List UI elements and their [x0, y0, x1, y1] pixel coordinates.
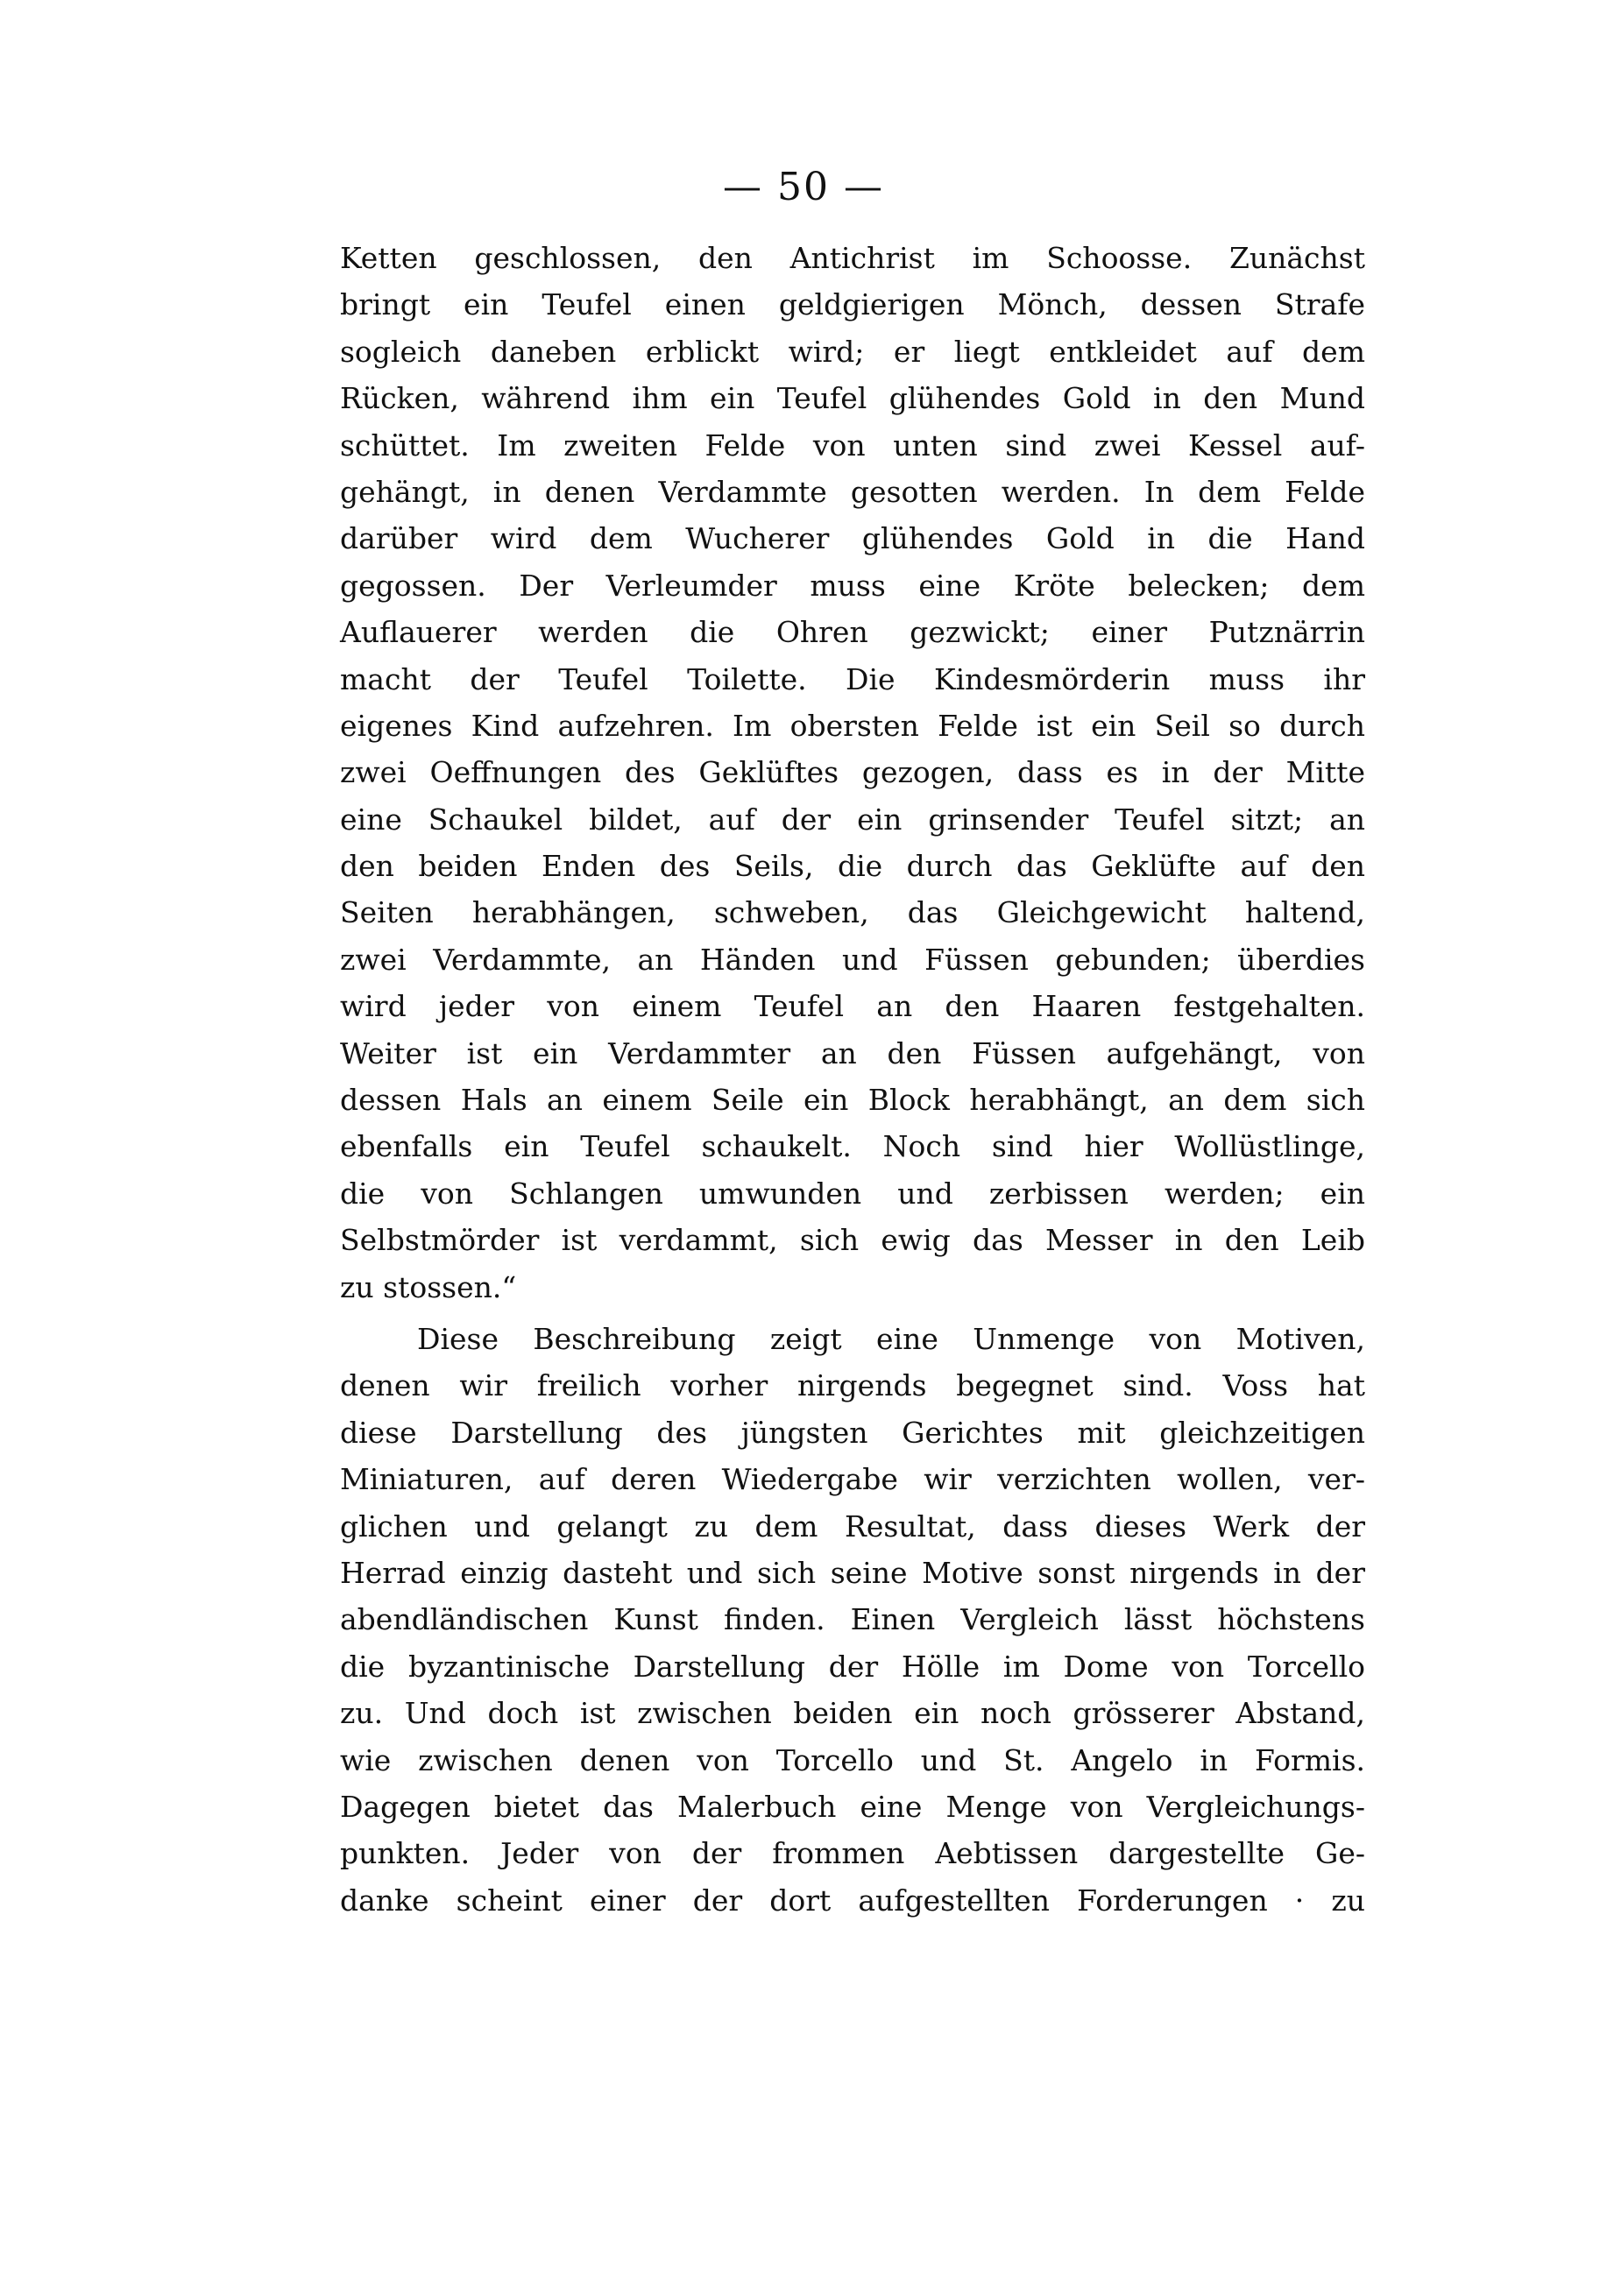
text-line: die byzantinische Darstellung der Hölle im Dome von Torcello: [340, 1649, 1365, 1684]
paragraph-1: [340, 235, 1365, 1310]
text-line: zu. Und doch ist zwischen beiden ein noch grösserer Abstand,: [340, 1696, 1365, 1731]
text-line: zwei Oeffnungen des Geklüftes gezogen, dass es in der Mitte: [340, 755, 1365, 790]
text-line: zu stossen.“: [340, 1269, 517, 1304]
text-line: darüber wird dem Wucherer glühendes Gold in die Hand: [340, 521, 1365, 556]
text-line: Seiten herabhängen, schweben, das Gleichgewicht haltend,: [340, 895, 1365, 930]
text-line: bringt ein Teufel einen geldgierigen Mönch, dessen Strafe: [340, 287, 1365, 322]
page-number: — 50 —: [723, 165, 884, 209]
text-line: die von Schlangen umwunden und zerbissen werden; ein: [340, 1176, 1365, 1211]
text-line: Dagegen bietet das Malerbuch eine Menge von Vergleichungs-: [340, 1789, 1365, 1824]
text-line: glichen und gelangt zu dem Resultat, dass dieses Werk der: [340, 1508, 1365, 1544]
text-line: Herrad einzig dasteht und sich seine Motive sonst nirgends in der: [340, 1555, 1365, 1590]
text-line: diese Darstellung des jüngsten Gerichtes mit gleichzeitigen: [340, 1415, 1365, 1450]
text-line: Miniaturen, auf deren Wiedergabe wir verzichten wollen, ver-: [340, 1462, 1365, 1497]
text-line: schüttet. Im zweiten Felde von unten sind zwei Kessel auf-: [340, 427, 1365, 463]
text-line: zwei Verdammte, an Händen und Füssen gebunden; überdies: [340, 942, 1365, 977]
text-line: denen wir freilich vorher nirgends begegnet sind. Voss hat: [340, 1368, 1365, 1403]
text-line: Weiter ist ein Verdammter an den Füssen aufgehängt, von: [340, 1035, 1365, 1070]
text-line: punkten. Jeder von der frommen Aebtissen dargestellte Ge-: [340, 1836, 1365, 1871]
text-line: eigenes Kind aufzehren. Im obersten Felde ist ein Seil so durch: [340, 708, 1365, 743]
text-line: ebenfalls ein Teufel schaukelt. Noch sind hier Wollüstlinge,: [340, 1129, 1365, 1164]
text-line: Selbstmörder ist verdammt, sich ewig das Messer in den Leib: [340, 1223, 1365, 1258]
text-line: eine Schaukel bildet, auf der ein grinsender Teufel sitzt; an: [340, 802, 1365, 837]
text-line: macht der Teufel Toilette. Die Kindesmörderin muss ihr: [340, 661, 1365, 696]
paragraph-2: [340, 1316, 1365, 1924]
text-line: dessen Hals an einem Seile ein Block herabhängt, an dem sich: [340, 1083, 1365, 1118]
text-line: den beiden Enden des Seils, die durch das Geklüfte auf den: [340, 849, 1365, 884]
text-line: gehängt, in denen Verdammte gesotten werden. In dem Felde: [340, 474, 1365, 509]
text-line: abendländischen Kunst finden. Einen Vergleich lässt höchstens: [340, 1602, 1365, 1637]
text-line: wird jeder von einem Teufel an den Haaren festgehalten.: [340, 989, 1365, 1024]
text-line: danke scheint einer der dort aufgestellten Forderungen · zu: [340, 1883, 1365, 1918]
text-line: Rücken, während ihm ein Teufel glühendes Gold in den Mund: [340, 381, 1365, 416]
text-line: Ketten geschlossen, den Antichrist im Schoosse. Zunächst: [340, 241, 1365, 275]
text-line: sogleich daneben erblickt wird; er liegt entkleidet auf dem: [340, 334, 1365, 369]
text-line: Auflauerer werden die Ohren gezwickt; einer Putznärrin: [340, 615, 1365, 650]
text-line: Diese Beschreibung zeigt eine Unmenge von Motiven,: [417, 1321, 1365, 1356]
body-text: [340, 235, 1365, 1924]
text-line: wie zwischen denen von Torcello und St. Angelo in Formis.: [340, 1742, 1365, 1777]
text-line: gegossen. Der Verleumder muss eine Kröte belecken; dem: [340, 568, 1365, 603]
